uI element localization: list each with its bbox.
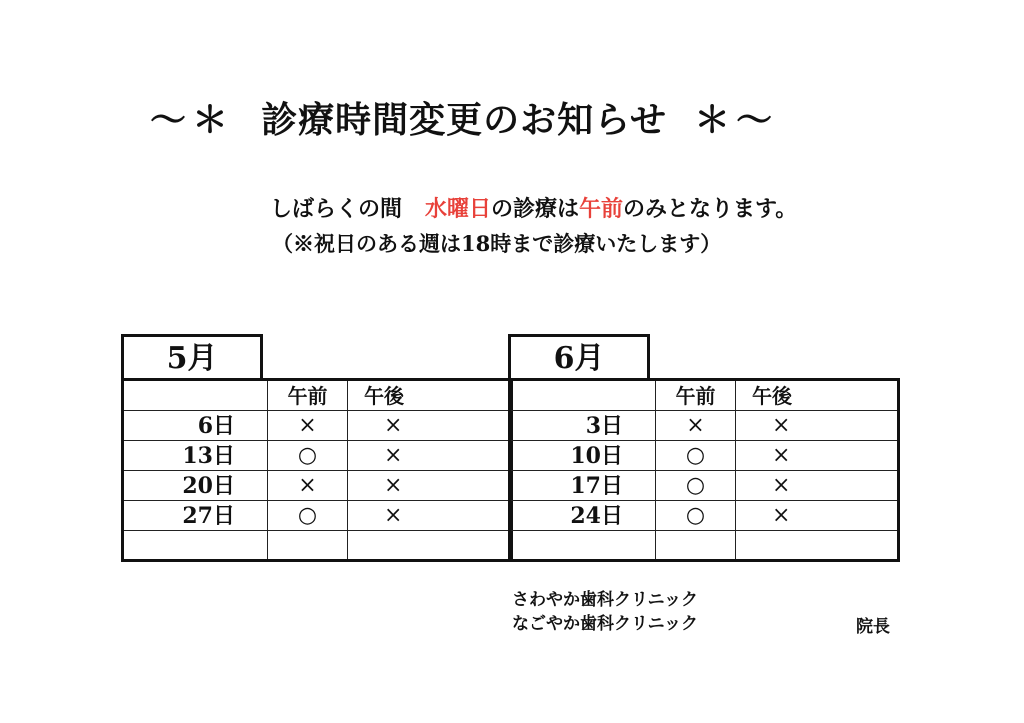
schedule-table (508, 378, 900, 562)
day-cell (510, 531, 656, 561)
notice-prefix: しばらくの間 (270, 196, 403, 222)
table-row (123, 531, 512, 561)
table-row (123, 411, 512, 441)
table-row (510, 471, 899, 501)
header-date-cell (123, 380, 268, 411)
day-cell: 20日 (123, 471, 268, 501)
clinic-names (512, 588, 698, 636)
day-cell: 24日 (510, 501, 656, 531)
pm-cell: × (736, 441, 899, 471)
header-am: 午前 (656, 380, 736, 411)
notice-suffix: のみとなります。 (623, 196, 798, 222)
notice-line-1 (270, 192, 797, 223)
am-cell: ○ (656, 501, 736, 531)
am-cell: ○ (268, 501, 348, 531)
am-cell: × (268, 411, 348, 441)
table-row (123, 471, 512, 501)
am-cell: ○ (656, 441, 736, 471)
title-text: 診療時間変更のお知らせ (261, 99, 668, 141)
pm-cell: × (348, 411, 512, 441)
director-label: 院長 (856, 617, 890, 637)
am-cell: × (268, 471, 348, 501)
day-cell: 27日 (123, 501, 268, 531)
day-cell: 13日 (123, 441, 268, 471)
table-row (510, 411, 899, 441)
clinic-name-1: さわやか歯科クリニック (512, 590, 698, 610)
table-row (123, 441, 512, 471)
day-cell: 10日 (510, 441, 656, 471)
day-cell: 6日 (123, 411, 268, 441)
header-pm: 午後 (736, 380, 899, 411)
table-row (123, 501, 512, 531)
month-label: 6月 (508, 334, 650, 378)
table-row (510, 501, 899, 531)
header-am: 午前 (268, 380, 348, 411)
day-cell: 3日 (510, 411, 656, 441)
day-cell: 17日 (510, 471, 656, 501)
table-row (510, 441, 899, 471)
notice-highlight-wednesday: 水曜日 (425, 196, 492, 222)
notice-highlight-morning: 午前 (579, 196, 624, 222)
pm-cell (736, 531, 899, 561)
am-cell (268, 531, 348, 561)
notice-line-2: （※祝日のある週は18時まで診療いたします） (272, 231, 722, 256)
pm-cell: × (348, 441, 512, 471)
pm-cell: × (348, 471, 512, 501)
header-date-cell (510, 380, 656, 411)
title-deco-right: ＊～ (694, 99, 779, 141)
notice-middle: の診療は (491, 196, 580, 222)
header-pm: 午後 (348, 380, 512, 411)
month-label: 5月 (121, 334, 263, 378)
pm-cell: × (736, 411, 899, 441)
pm-cell: × (736, 471, 899, 501)
am-cell: × (656, 411, 736, 441)
pm-cell: × (736, 501, 899, 531)
am-cell (656, 531, 736, 561)
pm-cell: × (348, 501, 512, 531)
pm-cell (348, 531, 512, 561)
title-deco-left: ～＊ (150, 99, 235, 141)
table-row (510, 531, 899, 561)
schedule-table (121, 378, 513, 562)
clinic-name-2: なごやか歯科クリニック (512, 614, 698, 634)
am-cell: ○ (656, 471, 736, 501)
page-title (150, 92, 840, 143)
day-cell (123, 531, 268, 561)
am-cell: ○ (268, 441, 348, 471)
table-header-row (123, 380, 512, 411)
table-header-row (510, 380, 899, 411)
